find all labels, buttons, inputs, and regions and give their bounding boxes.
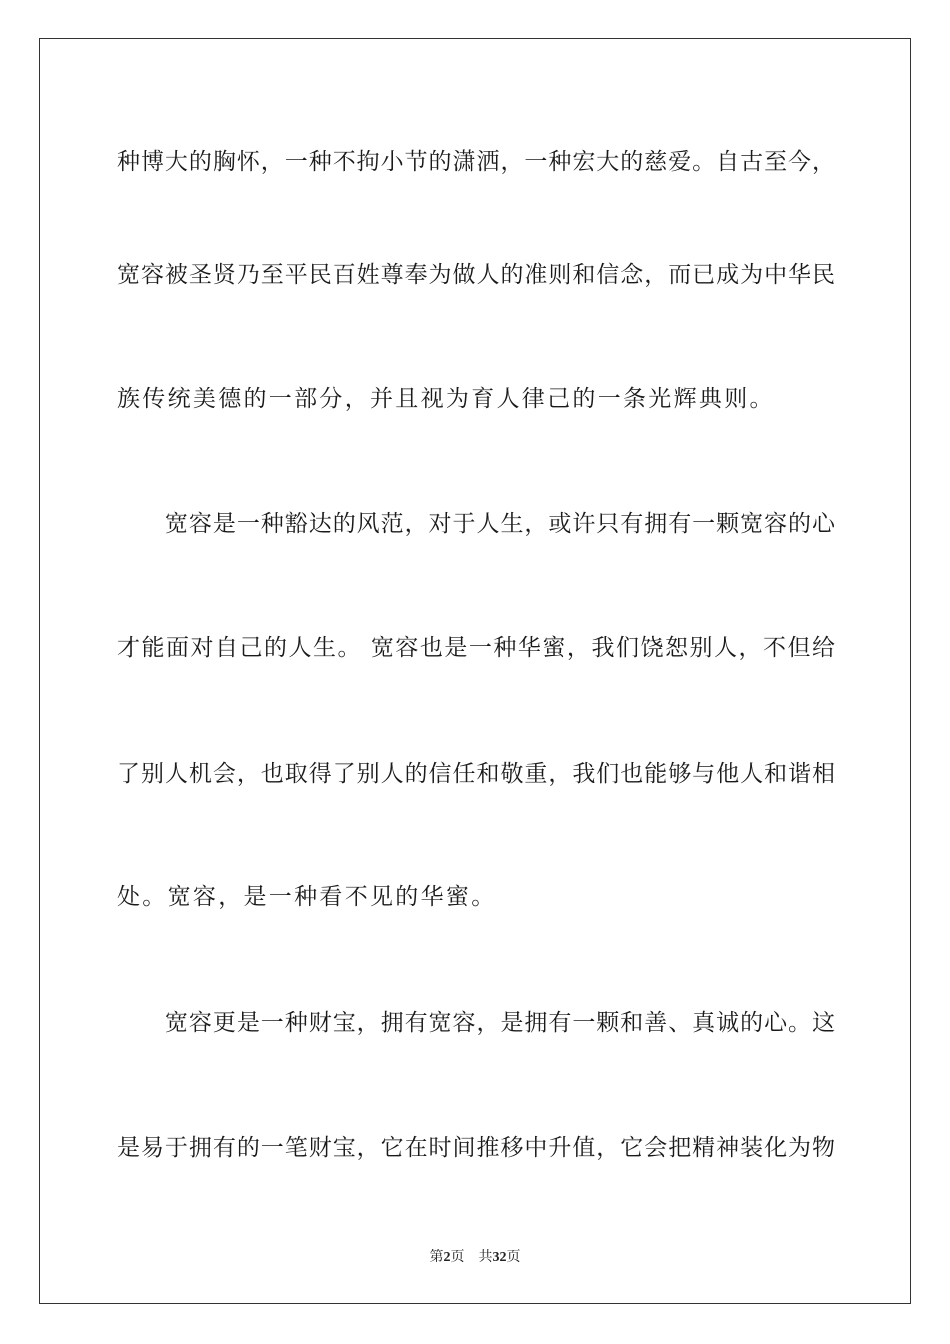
body-text-line: 了别人机会，也取得了别人的信任和敬重，我们也能够与他人和谐相	[117, 761, 835, 787]
body-text-line: 才能面对自己的人生。 宽容也是一种华蜜，我们饶恕别人，不但给	[117, 635, 835, 661]
body-text-line: 宽容更是一种财宝，拥有宽容，是拥有一颗和善、真诚的心。这	[117, 1010, 835, 1036]
body-text-line: 宽容被圣贤乃至平民百姓尊奉为做人的准则和信念，而已成为中华民	[117, 262, 835, 288]
page-number-footer	[0, 1248, 950, 1267]
page-prefix: 第	[429, 1249, 444, 1265]
page-mid: 页 共	[450, 1249, 493, 1265]
total-page-count: 32	[492, 1250, 507, 1265]
page-suffix: 页	[506, 1249, 521, 1265]
body-text-line: 宽容是一种豁达的风范，对于人生，或许只有拥有一颗宽容的心	[117, 511, 835, 537]
body-text-line: 族传统美德的一部分，并且视为育人律己的一条光辉典则。	[117, 386, 775, 412]
current-page-number: 2	[443, 1250, 451, 1265]
body-text-line: 是易于拥有的一笔财宝，它在时间推移中升值，它会把精神装化为物	[117, 1135, 835, 1161]
body-text-line: 处。宽容，是一种看不见的华蜜。	[117, 884, 497, 910]
page-border	[39, 38, 911, 1304]
body-text-line: 种博大的胸怀，一种不拘小节的潇洒，一种宏大的慈爱。自古至今，	[117, 149, 835, 175]
